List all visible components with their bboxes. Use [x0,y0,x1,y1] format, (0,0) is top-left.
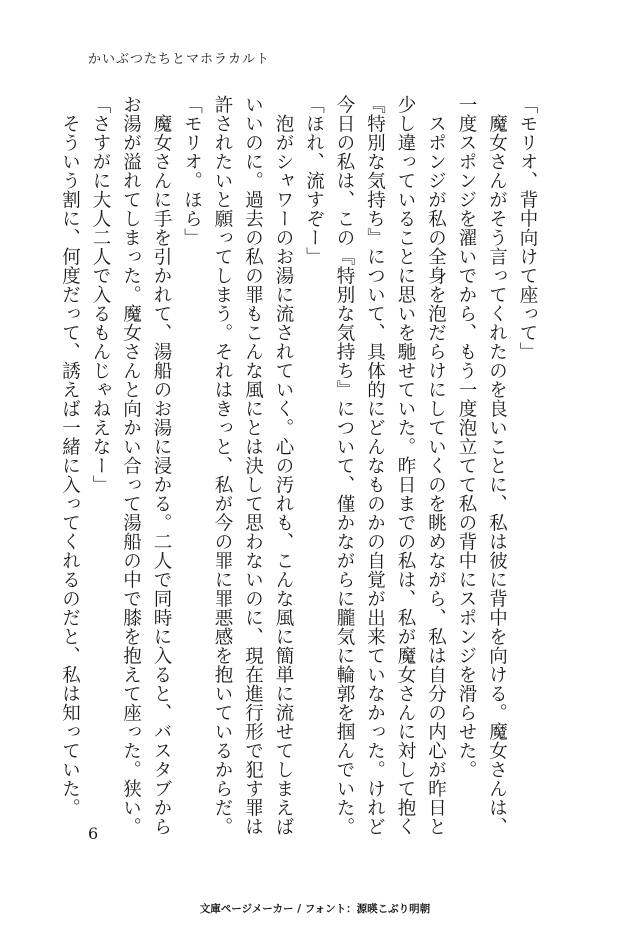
text-line: いいのに。過去の私の罪もこんな風にとは決して思わないのに、現在進行形で犯す罪は [242,95,264,836]
text-line: 少し違っていることに思いを馳せていた。昨日までの私は、私が魔女さんに対して抱く [395,95,416,836]
text-line: 今日の私は、この『特別な気持ち』について、僅かながらに朧気に輪郭を掴んでいた。 [334,95,355,836]
text-line: 『特別な気持ち』について、具体的にどんなものかの自覚が出来ていなかった。けれど [364,95,386,836]
running-header: かいぶつたちとマホラカルト [88,52,271,67]
text-line: 魔女さんに手を引かれて、湯船のお湯に浸かる。二人で同時に入ると、バスタブから [151,95,172,836]
text-line: 「さすがに大人二人で入るもんじゃねえなー」 [90,95,111,494]
text-line: 魔女さんがそう言ってくれたのを良いことに、私は彼に背中を向ける。魔女さんは、 [486,95,508,836]
text-line: そういう割に、何度だって、誘えば一緒に入ってくれるのだと、私は知っていた。 [59,95,81,817]
text-line: 「ほれ、流すぞー」 [303,95,325,266]
footer-credit: 文庫ページメーカー / フォント：源暎こぶり明朝 [199,903,431,915]
text-line: 「モリオ。ほら」 [181,95,203,247]
body-text [54,95,542,836]
text-line: 許されたいと願ってしまう。それはきっと、私が今の罪に罪悪感を抱いているからだ。 [212,95,233,836]
page-number: 6 [88,824,99,843]
text-line: 一度スポンジを濯いでから、もう一度泡立てて私の背中にスポンジを滑らせた。 [456,95,477,779]
text-line: お湯が溢れてしまった。魔女さんと向かい合って湯船の中で膝を抱えて座った。狭い。 [120,95,142,836]
text-line: 泡がシャワーのお湯に流されていく。心の汚れも、こんな風に簡単に流せてしまえば [273,95,294,836]
text-line: スポンジが私の全身を泡だらけにしていくのを眺めながら、私は自分の内心が昨日と [425,95,447,836]
text-line: 「モリオ、背中向けて座って」 [517,95,538,361]
